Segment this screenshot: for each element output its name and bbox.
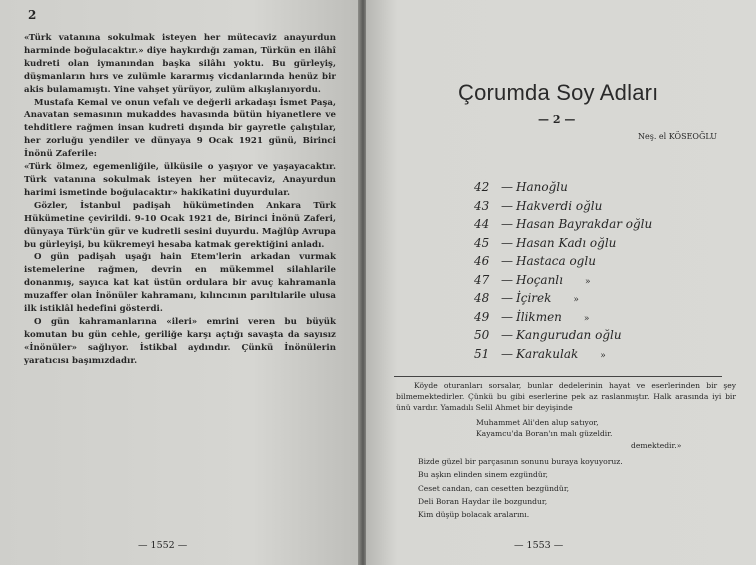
surname-dash: — [501, 217, 513, 231]
verse-line: Muhammet Ali'den alup satıyor, [476, 417, 599, 427]
surname-dash: — [501, 254, 513, 268]
surname-dash: — [501, 291, 513, 305]
surname-dash: — [501, 235, 513, 250]
verse-line: Kayamcu'da Boran'ın malı güzeldir. [476, 429, 613, 439]
surname-text: İlikmen [516, 309, 562, 324]
surname-text: Hanoğlu [516, 180, 568, 194]
surname-number: 51 [474, 346, 490, 361]
surname-dash: — [501, 328, 513, 342]
surname-row [474, 291, 734, 310]
page-number-right: — 1553 — [514, 540, 564, 551]
left-page-body [24, 32, 336, 368]
surname-text: Hoçanlı [516, 272, 563, 287]
surname-row [474, 180, 734, 199]
ditto-mark: » [600, 350, 606, 361]
right-page [366, 0, 756, 565]
surname-text: Hakverdi oğlu [516, 198, 603, 213]
surname-number: 45 [474, 235, 490, 250]
poem-line: Ceset candan, can cesetten bezgündür, [418, 483, 570, 493]
surname-number: 48 [474, 291, 490, 305]
surname-text: Karakulak [516, 346, 579, 361]
article-title: Çorumda Soy Adları [458, 80, 659, 105]
poem-line: Deli Boran Haydar ile bozgundur, [418, 496, 548, 506]
left-page [0, 0, 360, 565]
surname-row [474, 328, 734, 347]
poem-line: Kim düşüp bolacak aralarını. [418, 509, 530, 519]
verse-quote [476, 417, 736, 452]
surname-dash: — [501, 198, 513, 213]
part-number: — 2 — [538, 113, 576, 126]
commentary [396, 380, 736, 521]
surname-dash: — [501, 346, 513, 361]
surname-text: Hasan Kadı oğlu [516, 235, 617, 250]
verse-closing: demektedir.» [631, 440, 682, 450]
surname-row [474, 236, 734, 255]
commentary-text: Köyde oturanları sorsalar, bunlar dedelerinin hayat ve eserlerinden bir şey bilmemektedirler. Çünkü bu gibi eserlerine pek az raslanmıştır. Halk arasında iyi bir ünü vardır. Yamadılı Selil Ahmet bir deyişinde [396, 381, 736, 413]
surname-row [474, 347, 734, 366]
surname-number: 46 [474, 254, 490, 268]
surname-dash: — [501, 309, 513, 324]
surname-row [474, 217, 734, 236]
surname-text: Kangurudan oğlu [516, 328, 622, 342]
ditto-mark: » [584, 276, 591, 287]
poem-line: Bu aşkın elinden sinem ezgündür, [418, 470, 548, 480]
paragraph: «Türk ölmez, egemenliğile, ülküsile o yaşıyor ve yaşayacaktır. Türk vatanına sokulmak isteyen her mütecaviz, Anayurdun harimi ismetinde boğulacaktır» hakikatini duyurdular. [24, 162, 336, 198]
divider [394, 376, 722, 377]
surname-row [474, 273, 734, 292]
paragraph: Gözler, İstanbul padişah hükümetinden Ankara Türk Hükümetine çevirildi. 9-10 Ocak 1921 de, Birinci İnönü Zaferi, dünyaya Türk'ün gür ve kudretli sesini duyurdu. Mağlûp Avrupa bu gürleyişi, bu kükremeyi hesaba katmak gerektiğini anladı. [24, 200, 336, 250]
surname-text: İçirek [516, 291, 552, 305]
surname-text: Hastaca oglu [516, 254, 596, 268]
byline: Neş. el KÖSEOĞLU [638, 132, 717, 141]
surname-number: 49 [474, 309, 490, 324]
surname-row [474, 254, 734, 273]
poem-stanza [418, 455, 736, 521]
ditto-mark: » [583, 313, 590, 324]
surname-number: 42 [474, 180, 490, 194]
surname-dash: — [501, 180, 513, 194]
paragraph: O gün padişah uşağı hain Etem'lerin arkadan vurmak istemelerine rağmen, devrin en mükemmel silahlarile donanmış, sayıca kat kat üstün ordulara bir avuç kahramanla muzaffer olan İnönüler kahramanı, kılıncının parıltılarile ulusa ilk istiklâl hedefini gösterdi. [24, 252, 336, 315]
surname-number: 44 [474, 217, 490, 231]
ditto-mark: » [573, 295, 579, 305]
surname-text: Hasan Bayrakdar oğlu [516, 217, 653, 231]
poem-line: Bizde güzel bir parçasının sonunu buraya koyuyoruz. [418, 457, 623, 467]
surname-row [474, 310, 734, 329]
surname-row [474, 199, 734, 218]
paragraph: «Türk vatanına sokulmak isteyen her mütecaviz anayurdun harminde boğulacaktır.» diye haykırdığı zaman, Türkün en ilâhî kudreti olan iymanından başka silâhı yoktu. Bu gürleyiş, düşmanların hırs ve zulümle kararmış vicdanlarında henüz bir akis bulamamıştı. Yine vahşet yürüyor, zulüm alkışlanıyordu. [24, 33, 336, 95]
surname-number: 43 [474, 198, 490, 213]
page-marker: 2 [28, 8, 37, 22]
surname-number: 47 [474, 272, 490, 287]
paragraph: O gün kahramanlarına «ileri» emrini veren bu büyük komutan bu gün cehle, geriliğe karşı açtığı savaşta da sayısız «İnönüler» sağlıyor. İstikbal aydındır. Çünkü İnönülerin yaratıcısı başımızdadır. [24, 316, 336, 366]
page-number-left: — 1552 — [138, 540, 188, 551]
surname-list [474, 180, 734, 365]
surname-number: 50 [474, 328, 490, 342]
surname-dash: — [501, 272, 513, 287]
paragraph: Mustafa Kemal ve onun vefalı ve değerli arkadaşı İsmet Paşa, Anavatan semasının mukaddes havasında bütün hiyanetlere ve tehditlere rağmen insan kudreti dışında bir gayretle çalıştılar, her zorluğu yendiler ve dünyaya 9 Ocak 1921 günü, Birinci İnönü Zaferile: [24, 97, 336, 160]
